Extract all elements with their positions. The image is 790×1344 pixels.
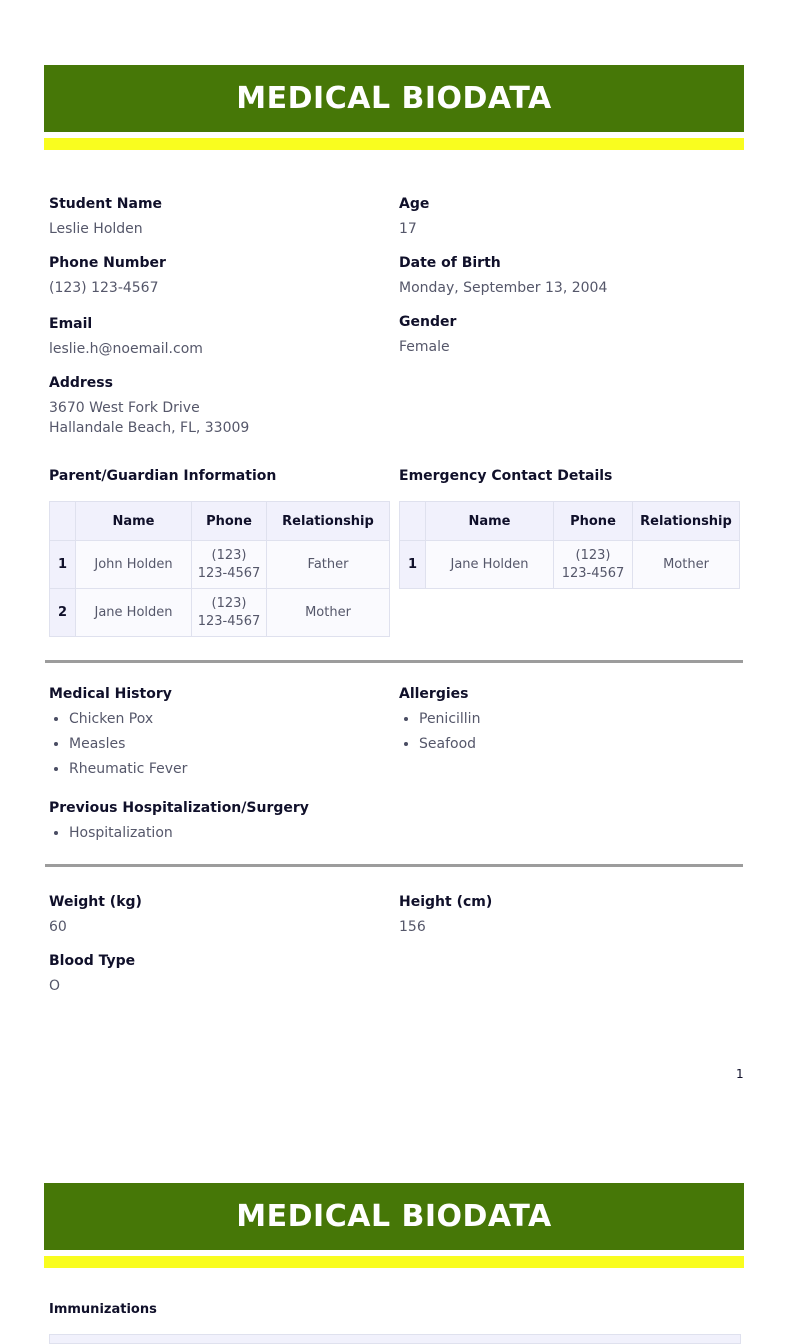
- guardian-name: Jane Holden: [76, 589, 192, 637]
- list-item: • Rheumatic Fever: [69, 759, 187, 784]
- age-value: 17: [399, 221, 417, 237]
- emergency-table: [399, 501, 740, 589]
- column-header-phone: Phone: [554, 502, 633, 541]
- medical-history-title: Medical History: [49, 686, 172, 702]
- allergies-list: [399, 709, 480, 759]
- address-label: Address: [49, 375, 113, 391]
- page-title: MEDICAL BIODATA: [236, 81, 552, 116]
- student-name-value: Leslie Holden: [49, 221, 143, 237]
- list-item: • Hospitalization: [69, 823, 173, 848]
- guardian-name: John Holden: [76, 541, 192, 589]
- emergency-relationship: Mother: [633, 541, 740, 589]
- emergency-phone: (123) 123-4567: [554, 541, 633, 589]
- address-line-1: 3670 West Fork Drive: [49, 400, 200, 416]
- age-label: Age: [399, 196, 430, 212]
- row-index: 1: [400, 541, 426, 589]
- row-index: 2: [50, 589, 76, 637]
- blood-type-value: O: [49, 978, 61, 994]
- table-row: [50, 541, 390, 589]
- column-header-relationship: Relationship: [267, 502, 390, 541]
- column-header-index: [400, 502, 426, 541]
- weight-value: 60: [49, 919, 67, 935]
- page-title-banner: [44, 65, 744, 132]
- list-item: • Measles: [69, 734, 187, 759]
- phone-label: Phone Number: [49, 255, 166, 271]
- section-divider: [45, 660, 743, 663]
- emergency-name: Jane Holden: [426, 541, 554, 589]
- guardian-table: [49, 501, 390, 637]
- guardian-section-title: Parent/Guardian Information: [49, 468, 277, 484]
- hospitalization-list: [49, 823, 173, 848]
- guardian-phone: (123) 123-4567: [192, 589, 267, 637]
- email-value: leslie.h@noemail.com: [49, 341, 203, 357]
- height-value: 156: [399, 919, 426, 935]
- page-title: MEDICAL BIODATA: [236, 1199, 552, 1234]
- blood-type-label: Blood Type: [49, 953, 136, 969]
- column-header-name: Name: [76, 502, 192, 541]
- list-item: • Penicillin: [419, 709, 480, 734]
- guardian-phone: (123) 123-4567: [192, 541, 267, 589]
- phone-value: (123) 123-4567: [49, 280, 159, 296]
- address-line-2: Hallandale Beach, FL, 33009: [49, 420, 250, 436]
- list-item: • Chicken Pox: [69, 709, 187, 734]
- student-name-label: Student Name: [49, 196, 163, 212]
- row-index: 1: [50, 541, 76, 589]
- table-row: [400, 541, 740, 589]
- dob-value: Monday, September 13, 2004: [399, 280, 608, 296]
- table-row: [50, 589, 390, 637]
- allergies-title: Allergies: [399, 686, 469, 702]
- accent-stripe: [44, 1256, 744, 1268]
- gender-label: Gender: [399, 314, 457, 330]
- accent-stripe: [44, 138, 744, 150]
- page-title-banner: [44, 1183, 744, 1250]
- section-divider: [45, 864, 743, 867]
- list-item: • Seafood: [419, 734, 480, 759]
- email-label: Email: [49, 316, 93, 332]
- weight-label: Weight (kg): [49, 894, 142, 910]
- column-header-index: [50, 502, 76, 541]
- table-header-row: [400, 502, 740, 541]
- gender-value: Female: [399, 339, 450, 355]
- dob-label: Date of Birth: [399, 255, 501, 271]
- page-number: 1: [736, 1067, 744, 1081]
- guardian-relationship: Father: [267, 541, 390, 589]
- medical-history-list: [49, 709, 187, 784]
- emergency-section-title: Emergency Contact Details: [399, 468, 613, 484]
- guardian-relationship: Mother: [267, 589, 390, 637]
- column-header-phone: Phone: [192, 502, 267, 541]
- height-label: Height (cm): [399, 894, 493, 910]
- column-header-name: Name: [426, 502, 554, 541]
- table-header-row: [50, 502, 390, 541]
- column-header-relationship: Relationship: [633, 502, 740, 541]
- hospitalization-title: Previous Hospitalization/Surgery: [49, 800, 309, 816]
- immunizations-table: [49, 1334, 741, 1344]
- immunizations-title: Immunizations: [49, 1302, 157, 1317]
